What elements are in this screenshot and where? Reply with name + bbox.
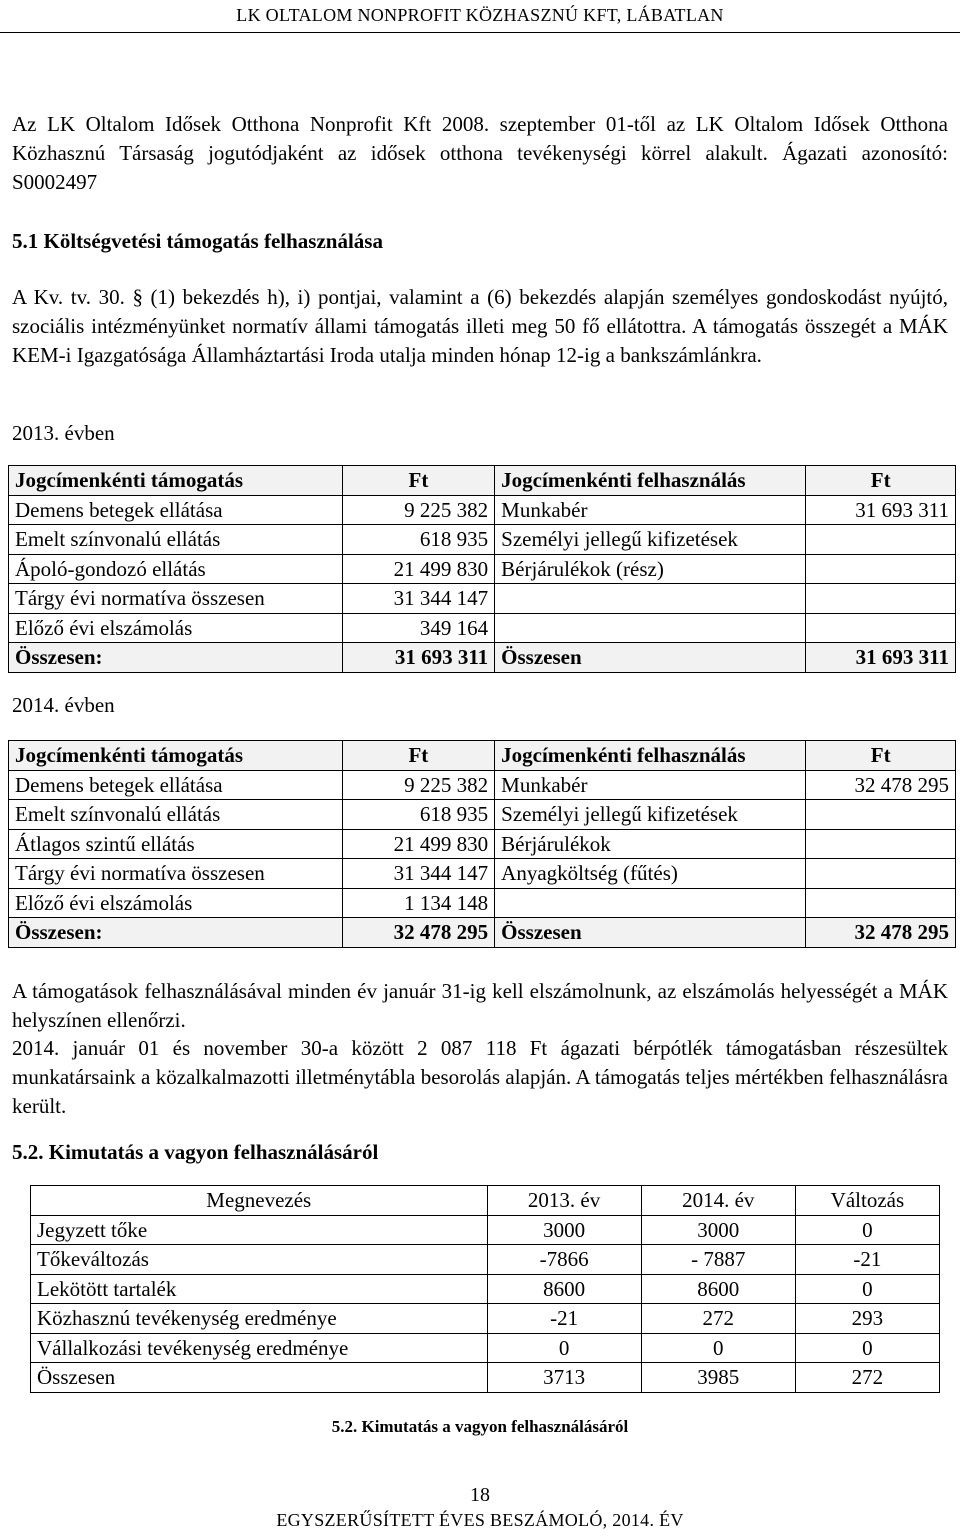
table-cell: Személyi jellegű kifizetések xyxy=(495,525,806,555)
table-cell: - 7887 xyxy=(641,1245,795,1275)
table-cell: 9 225 382 xyxy=(342,770,495,800)
table-cell: 0 xyxy=(795,1333,939,1363)
table-cell: 0 xyxy=(641,1333,795,1363)
table-cell: 1 134 148 xyxy=(342,888,495,918)
table-cell: Jegyzett tőke xyxy=(31,1215,488,1245)
table-caption: 5.2. Kimutatás a vagyon felhasználásáról xyxy=(331,1417,629,1436)
table-cell: -21 xyxy=(487,1304,641,1334)
year-2014-label: 2014. évben xyxy=(12,693,115,717)
table-cell xyxy=(806,829,956,859)
table-cell: Vállalkozási tevékenység eredménye xyxy=(31,1333,488,1363)
table-cell: 3985 xyxy=(641,1363,795,1393)
table-row xyxy=(31,1245,940,1275)
table-cell xyxy=(806,584,956,614)
table-cell xyxy=(806,613,956,643)
table-cell: Átlagos szintű ellátás xyxy=(9,829,343,859)
intro-paragraph: Az LK Oltalom Idősek Otthona Nonprofit Kft 2008. szeptember 01-től az LK Oltalom Idősek Otthona Közhasznú Társaság jogutódjaként az idősek otthona tevékenységi körrel alakult. Ágazati azonosító: S0002497 xyxy=(12,112,948,194)
table-cell: 293 xyxy=(795,1304,939,1334)
table-cell xyxy=(495,613,806,643)
header-cell: Ft xyxy=(806,466,956,496)
table-header-row xyxy=(31,1186,940,1216)
table-cell: 3000 xyxy=(487,1215,641,1245)
table-cell: 0 xyxy=(795,1215,939,1245)
table-cell: Előző évi elszámolás xyxy=(9,613,343,643)
table-cell xyxy=(806,888,956,918)
table-total-row xyxy=(9,918,956,948)
table-cell: 9 225 382 xyxy=(342,495,495,525)
table-row xyxy=(9,613,956,643)
header-cell: Jogcímenkénti felhasználás xyxy=(495,466,806,496)
total-cell: Összesen xyxy=(495,643,806,673)
table-cell: Tárgy évi normatíva összesen xyxy=(9,584,343,614)
table-row xyxy=(31,1304,940,1334)
header-cell: Ft xyxy=(342,741,495,771)
table-cell: 618 935 xyxy=(342,800,495,830)
table-cell: 0 xyxy=(795,1274,939,1304)
total-cell: Összesen: xyxy=(9,918,343,948)
table-row xyxy=(31,1215,940,1245)
table-cell: 21 499 830 xyxy=(342,829,495,859)
table-row xyxy=(9,525,956,555)
closing-paragraph-2: 2014. január 01 és november 30-a között 2 087 118 Ft ágazati bérpótlék támogatásban részesültek munkatársaink a közalkalmazotti illetménytábla besorolás alapján. A támogatás teljes mértékben felhasználásra került. xyxy=(12,1036,948,1118)
table-row xyxy=(9,554,956,584)
table-cell: Demens betegek ellátása xyxy=(9,770,343,800)
table-cell xyxy=(806,859,956,889)
table-cell: 3000 xyxy=(641,1215,795,1245)
header-cell: Ft xyxy=(806,741,956,771)
table-cell: Tárgy évi normatíva összesen xyxy=(9,859,343,889)
table-header-row xyxy=(9,466,956,496)
table-cell xyxy=(495,584,806,614)
table-row xyxy=(31,1363,940,1393)
table-row xyxy=(9,584,956,614)
total-cell: Összesen xyxy=(495,918,806,948)
table-cell: Munkabér xyxy=(495,770,806,800)
table-cell: 272 xyxy=(641,1304,795,1334)
table-cell: 31 693 311 xyxy=(806,495,956,525)
table-cell: 8600 xyxy=(641,1274,795,1304)
header-cell: Jogcímenkénti támogatás xyxy=(9,466,343,496)
total-cell: Összesen: xyxy=(9,643,343,673)
table-cell: 272 xyxy=(795,1363,939,1393)
table-cell: Bérjárulékok (rész) xyxy=(495,554,806,584)
table-cell: Emelt színvonalú ellátás xyxy=(9,800,343,830)
table-cell: Személyi jellegű kifizetések xyxy=(495,800,806,830)
table-cell xyxy=(806,800,956,830)
header-cell: Megnevezés xyxy=(31,1186,488,1216)
table-cell: Emelt színvonalú ellátás xyxy=(9,525,343,555)
section-1-title: 5.1 Költségvetési támogatás felhasználása xyxy=(12,229,383,253)
table-cell: 31 344 147 xyxy=(342,584,495,614)
table-cell: Bérjárulékok xyxy=(495,829,806,859)
header-cell: Ft xyxy=(342,466,495,496)
page-number: 18 xyxy=(470,1484,490,1506)
table-cell: 3713 xyxy=(487,1363,641,1393)
year-2013-label: 2013. évben xyxy=(12,421,115,445)
funding-table-2013 xyxy=(8,465,956,673)
total-cell: 32 478 295 xyxy=(342,918,495,948)
table-cell xyxy=(495,888,806,918)
header-cell: 2013. év xyxy=(487,1186,641,1216)
section-1-paragraph: A Kv. tv. 30. § (1) bekezdés h), i) pontjai, valamint a (6) bekezdés alapján személyes gondoskodást nyújtó, szociális intézményünket normatív állami támogatás illeti meg 50 fő ellátottra. A támogatás összegét a MÁK KEM-i Igazgatósága Államháztartási Iroda utalja minden hónap 12-ig a bankszámlánkra. xyxy=(12,285,948,367)
table-cell: Anyagköltség (fűtés) xyxy=(495,859,806,889)
table-row xyxy=(9,770,956,800)
table-cell xyxy=(806,525,956,555)
table-total-row xyxy=(9,643,956,673)
total-cell: 31 693 311 xyxy=(342,643,495,673)
table-row xyxy=(9,495,956,525)
table-row xyxy=(31,1274,940,1304)
table-cell: Munkabér xyxy=(495,495,806,525)
table-cell: Összesen xyxy=(31,1363,488,1393)
table-cell: Lekötött tartalék xyxy=(31,1274,488,1304)
header-cell: 2014. év xyxy=(641,1186,795,1216)
table-cell: -7866 xyxy=(487,1245,641,1275)
header-cell: Jogcímenkénti támogatás xyxy=(9,741,343,771)
table-row xyxy=(9,800,956,830)
table-cell: 31 344 147 xyxy=(342,859,495,889)
header-cell: Jogcímenkénti felhasználás xyxy=(495,741,806,771)
table-cell: 32 478 295 xyxy=(806,770,956,800)
table-cell: Tőkeváltozás xyxy=(31,1245,488,1275)
table-cell: Ápoló-gondozó ellátás xyxy=(9,554,343,584)
closing-paragraph-1: A támogatások felhasználásával minden év január 31-ig kell elszámolnunk, az elszámolás helyességét a MÁK helyszínen ellenőrzi. xyxy=(12,979,948,1032)
header-cell: Változás xyxy=(795,1186,939,1216)
table-cell: Közhasznú tevékenység eredménye xyxy=(31,1304,488,1334)
table-cell: 618 935 xyxy=(342,525,495,555)
asset-table xyxy=(30,1185,940,1393)
table-cell: 349 164 xyxy=(342,613,495,643)
section-2-title: 5.2. Kimutatás a vagyon felhasználásáról xyxy=(12,1140,379,1164)
table-cell: 0 xyxy=(487,1333,641,1363)
total-cell: 32 478 295 xyxy=(806,918,956,948)
table-row xyxy=(9,859,956,889)
table-cell: -21 xyxy=(795,1245,939,1275)
page-header: LK OLTALOM NONPROFIT KÖZHASZNÚ KFT, LÁBATLAN xyxy=(0,0,960,33)
table-row xyxy=(9,829,956,859)
table-cell xyxy=(806,554,956,584)
table-cell: 8600 xyxy=(487,1274,641,1304)
page-footer: EGYSZERŰSÍTETT ÉVES BESZÁMOLÓ, 2014. ÉV xyxy=(276,1510,684,1530)
table-row xyxy=(31,1333,940,1363)
table-cell: Demens betegek ellátása xyxy=(9,495,343,525)
table-row xyxy=(9,888,956,918)
funding-table-2014 xyxy=(8,740,956,948)
table-header-row xyxy=(9,741,956,771)
total-cell: 31 693 311 xyxy=(806,643,956,673)
table-cell: Előző évi elszámolás xyxy=(9,888,343,918)
table-cell: 21 499 830 xyxy=(342,554,495,584)
